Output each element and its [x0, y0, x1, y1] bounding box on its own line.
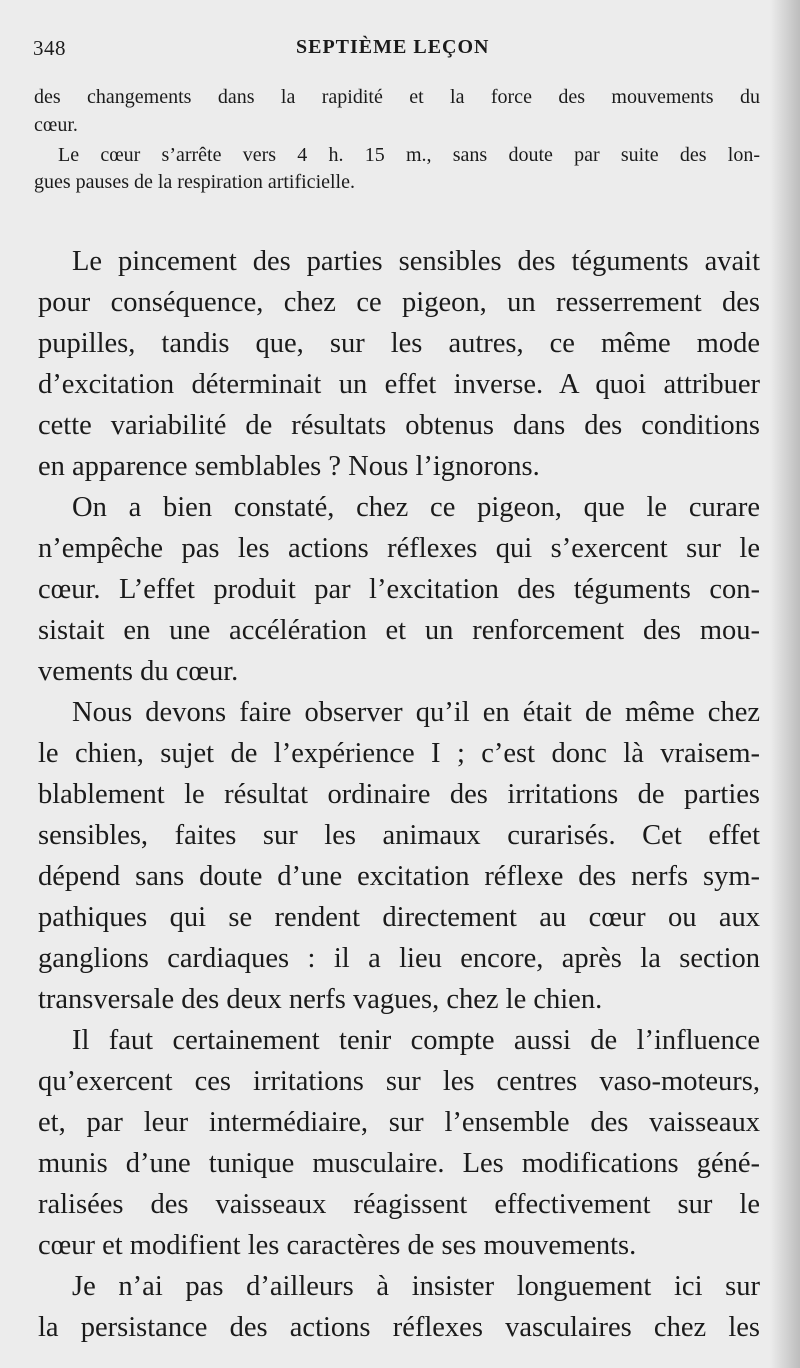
text-line: cette variabilité de résultats obtenus dans des conditions [38, 410, 760, 441]
text-line: pupilles, tandis que, sur les autres, ce même mode [38, 328, 760, 359]
text-line: pathiques qui se rendent directement au cœur ou aux [38, 902, 760, 933]
footnote-line: gues pauses de la respiration artificielle. [34, 171, 355, 193]
text-line: Il faut certainement tenir compte aussi de l’influence [72, 1025, 760, 1056]
text-line: sensibles, faites sur les animaux curarisés. Cet effet [38, 820, 760, 851]
text-line: d’excitation déterminait un effet inverse. A quoi attribuer [38, 369, 760, 400]
text-line: et, par leur intermédiaire, sur l’ensemble des vaisseaux [38, 1107, 760, 1138]
text-line: cœur. L’effet produit par l’excitation des téguments con- [38, 574, 760, 605]
text-line: sistait en une accélération et un renforcement des mou- [38, 615, 760, 646]
text-line: vements du cœur. [38, 656, 239, 687]
text-line: en apparence semblables ? Nous l’ignorons. [38, 451, 540, 482]
text-line: le chien, sujet de l’expérience I ; c’est donc là vraisem- [38, 738, 760, 769]
text-line: la persistance des actions réflexes vasculaires chez les [38, 1312, 760, 1343]
text-line: n’empêche pas les actions réflexes qui s’exercent sur le [38, 533, 760, 564]
text-line: pour conséquence, chez ce pigeon, un resserrement des [38, 287, 760, 318]
footnote-line: cœur. [34, 114, 78, 136]
text-line: ganglions cardiaques : il a lieu encore, après la section [38, 943, 760, 974]
text-line: cœur et modifient les caractères de ses mouvements. [38, 1230, 637, 1261]
text-line: dépend sans doute d’une excitation réflexe des nerfs sym- [38, 861, 760, 892]
page-edge-shadow [770, 0, 800, 1368]
text-line: munis d’une tunique musculaire. Les modifications géné- [38, 1148, 760, 1179]
text-line: Le pincement des parties sensibles des téguments avait [72, 246, 760, 277]
footnote-line: Le cœur s’arrête vers 4 h. 15 m., sans doute par suite des lon- [58, 144, 760, 166]
text-line: qu’exercent ces irritations sur les centres vaso-moteurs, [38, 1066, 760, 1097]
text-line: transversale des deux nerfs vagues, chez le chien. [38, 984, 603, 1015]
text-line: Nous devons faire observer qu’il en était de même chez [72, 697, 760, 728]
footnote-line: des changements dans la rapidité et la force des mouvements du [34, 86, 760, 108]
page-header [0, 36, 800, 66]
text-line: blablement le résultat ordinaire des irritations de parties [38, 779, 760, 810]
text-line: Je n’ai pas d’ailleurs à insister longuement ici sur [72, 1271, 760, 1302]
text-line: On a bien constaté, chez ce pigeon, que le curare [72, 492, 760, 523]
page-number: 348 [33, 36, 66, 60]
running-head: SEPTIÈME LEÇON [296, 36, 490, 58]
text-line: ralisées des vaisseaux réagissent effectivement sur le [38, 1189, 760, 1220]
